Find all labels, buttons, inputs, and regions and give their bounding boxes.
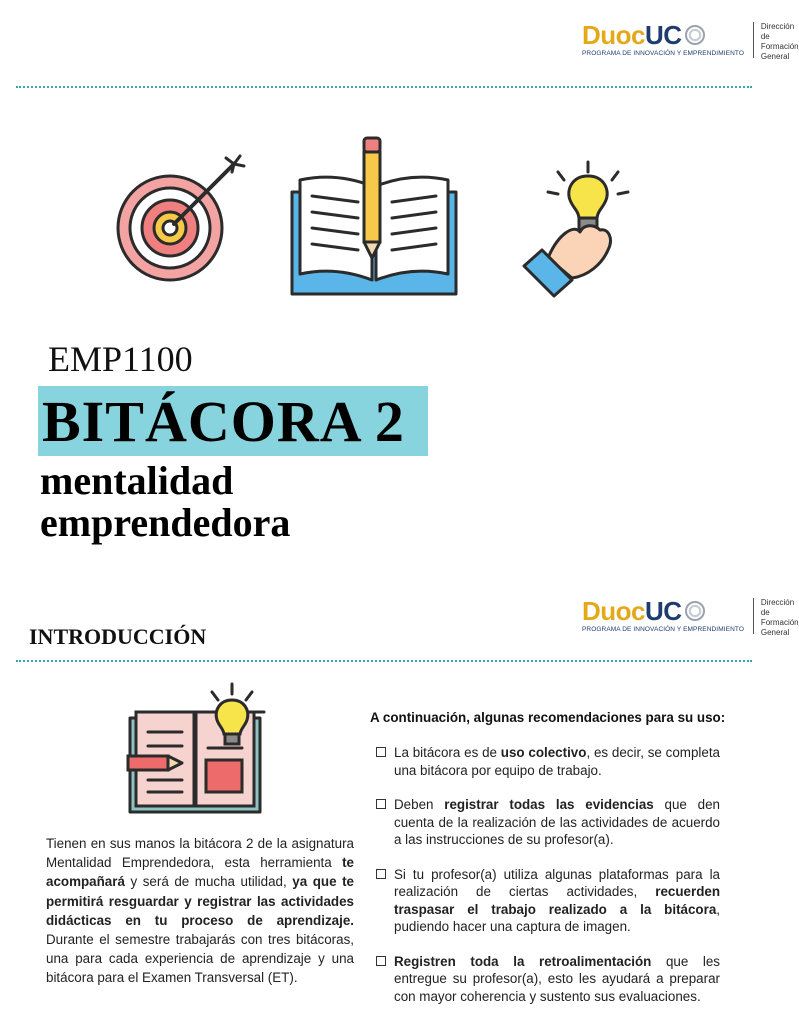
document-subtitle	[40, 460, 290, 544]
rec-text: Si tu profesor(a) utiliza algunas plataformas para la realización de ciertas actividades,	[394, 866, 720, 899]
rec-text: , pudiendo hacer una captura de imagen.	[394, 901, 720, 934]
subtitle-line-2: emprendedora	[40, 500, 291, 545]
logo-divider	[753, 598, 754, 634]
recommendation-item	[376, 796, 720, 849]
logo-duoc-text: Duoc	[582, 596, 645, 626]
recommendation-item	[376, 953, 720, 1006]
logo-duoc-text: Duoc	[582, 20, 645, 50]
rec-text: , es decir, se completa una bitácora por equipo de trabajo.	[394, 745, 720, 778]
rec-text: que den cuenta de la realización de las actividades de acuerdo a las instrucciones de su profesor(a).	[394, 797, 720, 847]
intro-bold-1: te acompañará	[46, 855, 354, 890]
logo-divider	[753, 22, 754, 58]
intro-text-2: y será de mucha utilidad,	[124, 874, 293, 890]
course-code: EMP1100	[48, 339, 193, 379]
book-idea-icon	[126, 682, 266, 816]
dotted-divider-section	[16, 660, 752, 662]
rec-bold: registrar todas las evidencias	[444, 797, 654, 812]
rec-text: Deben	[394, 797, 445, 812]
lightbulb-hand-icon	[518, 158, 630, 298]
recommendation-item	[376, 744, 720, 779]
rec-bold: recuerden traspasar el trabajo realizado a la bitácora	[394, 884, 720, 917]
logo-uc-text: UC	[645, 20, 682, 50]
logo-program-text: PROGRAMA DE INNOVACIÓN Y EMPRENDIMIENTO	[582, 626, 744, 633]
logo-seal-icon	[685, 601, 705, 621]
intro-text-1: Tienen en sus manos la bitácora 2 de la asignatura Mentalidad Emprendedora, esta herramienta	[46, 836, 354, 871]
notebook-pencil-icon	[288, 132, 460, 304]
recommendations-heading: A continuación, algunas recomendaciones para su uso:	[370, 710, 726, 725]
logo-department-text: Dirección de Formación General	[760, 22, 799, 61]
rec-text: La bitácora es de	[394, 745, 501, 760]
intro-text-3: Durante el semestre trabajarás con tres bitácoras, una para cada experiencia de aprendizaje y una bitácora para el Examen Transversal (ET).	[46, 932, 354, 986]
checkbox-bullet-icon	[376, 747, 386, 757]
checkbox-bullet-icon	[376, 869, 386, 879]
rec-text: que les entregue su profesor(a), esto les ayudará a preparar con mayor coherencia y sustento sus evaluaciones.	[394, 953, 720, 1004]
intro-paragraph	[46, 834, 354, 988]
rec-bold: uso colectivo	[500, 745, 587, 760]
logo-seal-icon	[685, 25, 705, 45]
duoc-uc-logo-top	[582, 22, 799, 62]
rec-bold: Registren toda la retroalimentación	[394, 953, 652, 969]
target-icon	[108, 152, 250, 282]
logo-program-text: PROGRAMA DE INNOVACIÓN Y EMPRENDIMIENTO	[582, 50, 744, 57]
duoc-uc-logo-bottom	[582, 598, 799, 638]
checkbox-bullet-icon	[376, 956, 386, 966]
logo-uc-text: UC	[645, 596, 682, 626]
subtitle-line-1: mentalidad	[40, 458, 234, 503]
document-title: BITÁCORA 2	[42, 389, 405, 454]
section-heading: INTRODUCCIÓN	[29, 624, 207, 649]
dotted-divider-top	[16, 86, 752, 88]
checkbox-bullet-icon	[376, 799, 386, 809]
recommendation-item	[376, 866, 720, 936]
intro-bold-2: ya que te permitirá resguardar y registrar las actividades didácticas en tu proceso de aprendizaje.	[46, 874, 354, 928]
recommendations-list	[376, 744, 720, 1022]
logo-department-text: Dirección de Formación General	[760, 598, 799, 637]
